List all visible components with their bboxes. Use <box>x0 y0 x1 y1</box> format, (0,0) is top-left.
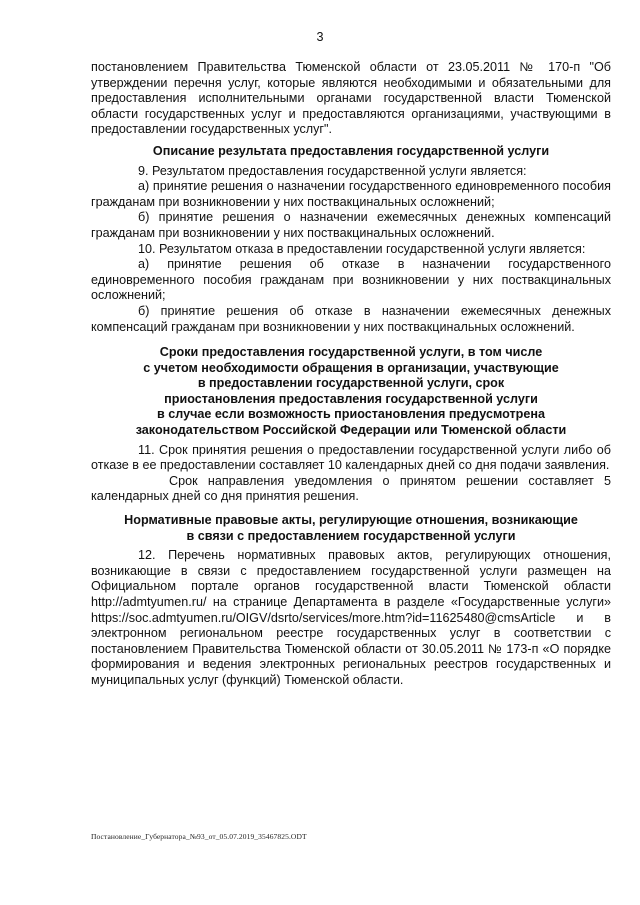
heading-terms-line: с учетом необходимости обращения в организации, участвующие <box>143 360 559 375</box>
heading-result: Описание результата предоставления государственной услуги <box>152 143 550 158</box>
paragraph-11-notice: Срок направления уведомления о принятом решении составляет 5 календарных дней со дня принятия решения. <box>91 473 611 504</box>
page-number: 3 <box>316 30 324 44</box>
document-body <box>91 60 611 689</box>
paragraph-9: 9. Результатом предоставления государственной услуги является: <box>138 163 527 178</box>
paragraph-12-continued: https://soc.admtyumen.ru/OIGV/dsrto/services/more.htm?id=11625480@cmsArticle и в электронном региональном реестре государственных услуг в соответствии с постановлением Правительства Тюменской области от 30.05.2011 № 173-п «О порядке формирования и ведения электронных региональных реестров государственных и муниципальных услуг (функций) Тюменской области. <box>91 610 611 687</box>
heading-terms-line: в случае если возможность приостановления предусмотрена <box>157 407 545 422</box>
paragraph-11: 11. Срок принятия решения о предоставлении государственной услуги либо об отказе в ее предоставлении составляет 10 календарных дней со дня подачи заявления. <box>91 442 611 473</box>
heading-legal-acts-line: Нормативные правовые акты, регулирующие отношения, возникающие <box>124 513 578 528</box>
heading-legal-acts <box>91 513 611 544</box>
paragraph-9b: б) принятие решения о назначении ежемесячных денежных компенсаций гражданам при возникновении у них поствакцинальных осложнений. <box>91 210 611 240</box>
intro-paragraph: постановлением Правительства Тюменской области от 23.05.2011 № 170-п "Об утверждении перечня услуг, которые являются необходимыми и обязательными для предоставления исполнительными органами государственной власти Тюменской области государственных услуг и предоставляются организациями, участвующими в предоставлении государственных услуг". <box>91 60 611 137</box>
paragraph-10a: а) принятие решения об отказе в назначении государственного единовременного пособия гражданам при возникновении у них поствакцинальных осложнений; <box>91 257 611 303</box>
heading-terms-line: в предоставлении государственной услуги, срок <box>197 376 505 391</box>
paragraph-9a: а) принятие решения о назначении государственного единовременного пособия гражданам при возникновении у них поствакцинальных осложнений; <box>91 179 611 209</box>
paragraph-10b: б) принятие решения об отказе в назначении ежемесячных денежных компенсаций гражданам при возникновении у них поствакцинальных осложнений. <box>91 303 611 334</box>
paragraph-10: 10. Результатом отказа в предоставлении государственной услуги является: <box>138 241 586 256</box>
paragraph-12: 12. Перечень нормативных правовых актов, регулирующих отношения, возникающие в связи с предоставлением государственной услуги размещен на Официальном портале органов государственной власти Тюменской области http://admtyumen.ru/ на странице Департамента в разделе «Государственные услуги» <box>91 548 611 609</box>
heading-terms-line: приостановления предоставления государственной услуги <box>164 391 538 406</box>
heading-terms-line: Сроки предоставления государственной услуги, в том числе <box>159 345 543 360</box>
document-footer: Постановление_Губернатора_№93_от_05.07.2019_35467825.ODT <box>91 832 307 841</box>
heading-legal-acts-line: в связи с предоставлением государственной услуги <box>186 528 516 543</box>
heading-terms <box>91 345 611 439</box>
heading-terms-line: законодательством Российской Федерации или Тюменской области <box>135 423 567 438</box>
